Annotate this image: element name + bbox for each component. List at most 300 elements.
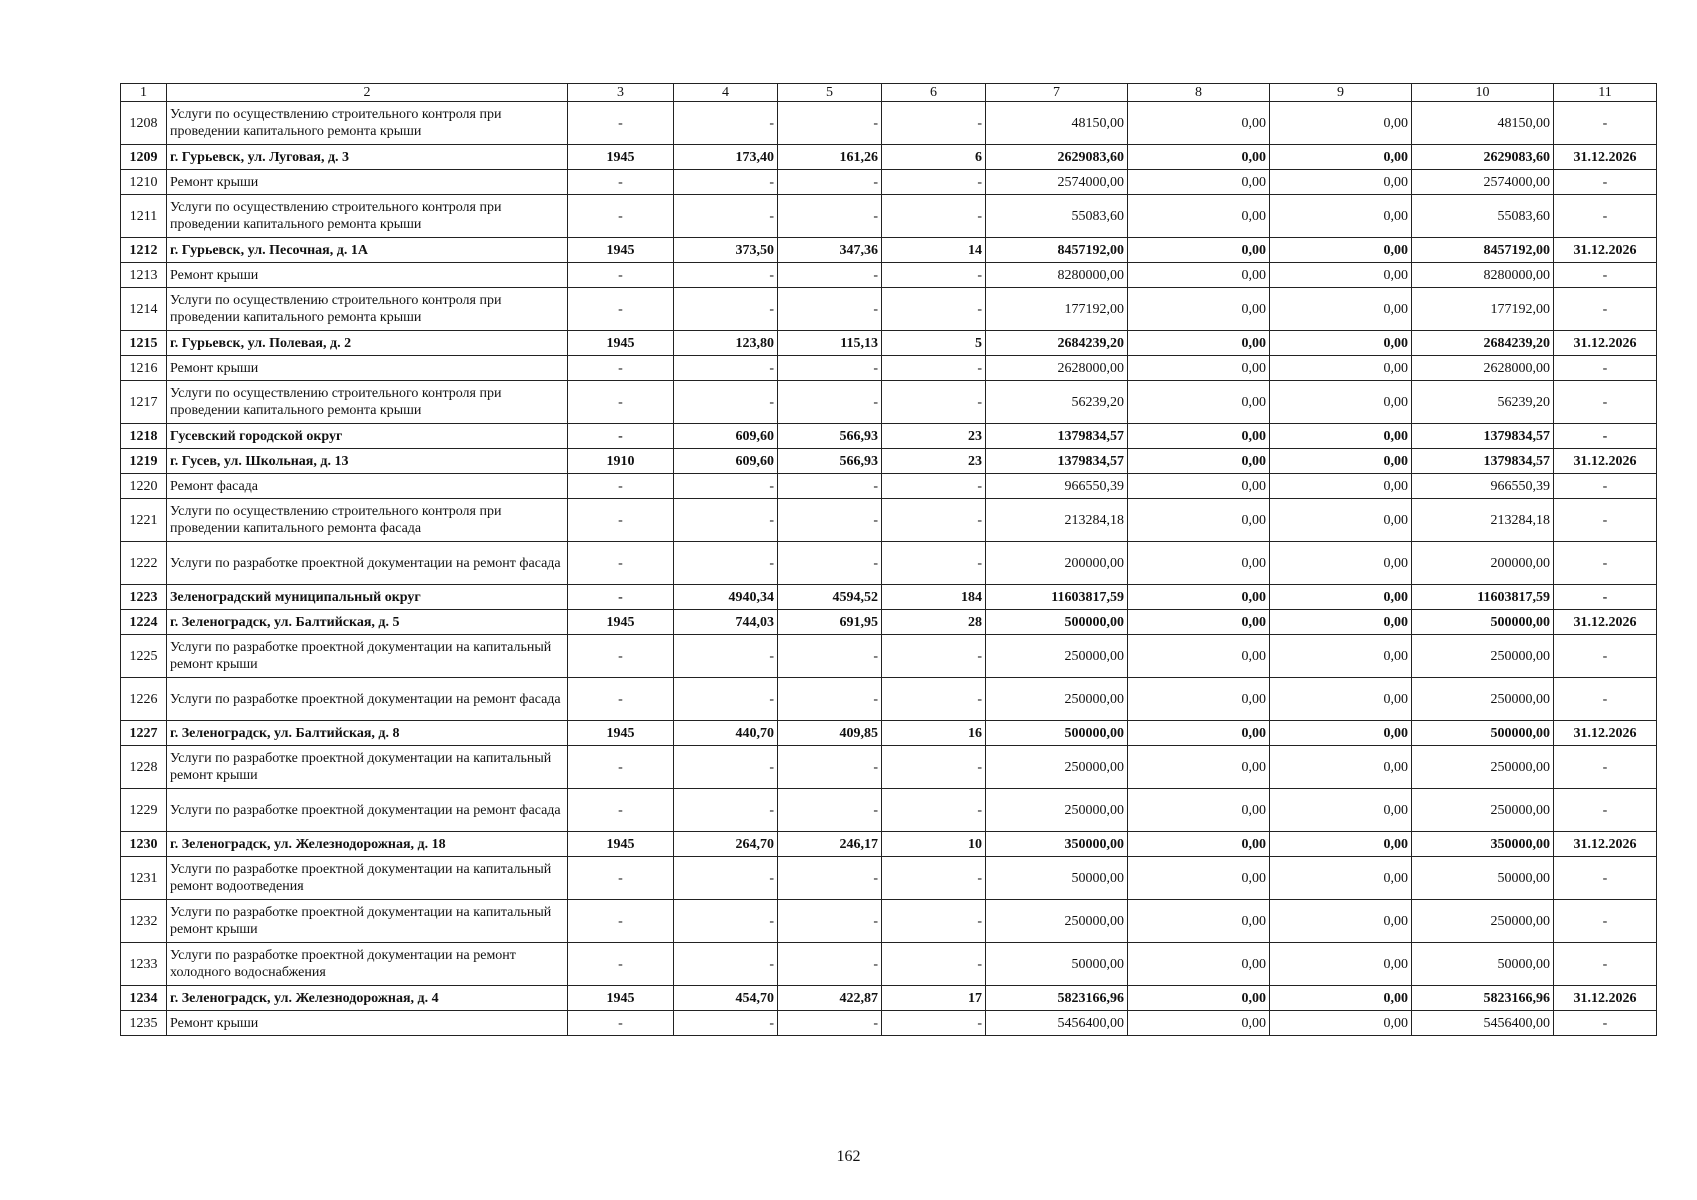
table-row	[121, 474, 1657, 499]
total-area-cell: 123,80	[674, 331, 778, 356]
completion-date-cell: -	[1554, 356, 1657, 381]
item-name-cell: Услуги по разработке проектной документации на ремонт фасада	[167, 789, 568, 832]
regional-funds-cell: 0,00	[1270, 635, 1412, 678]
table-row	[121, 900, 1657, 943]
total-area-cell: 454,70	[674, 986, 778, 1011]
residential-area-cell: -	[778, 542, 882, 585]
federal-funds-cell: 0,00	[1128, 610, 1270, 635]
owner-funds-cell: 8280000,00	[1412, 263, 1554, 288]
total-cost-cell: 200000,00	[986, 542, 1128, 585]
year-built-cell: 1945	[568, 721, 674, 746]
total-cost-cell: 2574000,00	[986, 170, 1128, 195]
row-index-cell: 1211	[121, 195, 167, 238]
federal-funds-cell: 0,00	[1128, 789, 1270, 832]
table-row	[121, 635, 1657, 678]
row-index-cell: 1234	[121, 986, 167, 1011]
row-index-cell: 1219	[121, 449, 167, 474]
total-cost-cell: 11603817,59	[986, 585, 1128, 610]
total-cost-cell: 2629083,60	[986, 145, 1128, 170]
row-index-cell: 1217	[121, 381, 167, 424]
residents-count-cell: 23	[882, 424, 986, 449]
residential-area-cell: -	[778, 746, 882, 789]
completion-date-cell: -	[1554, 678, 1657, 721]
residents-count-cell: 6	[882, 145, 986, 170]
year-built-cell: 1945	[568, 610, 674, 635]
owner-funds-cell: 50000,00	[1412, 943, 1554, 986]
item-name-cell: Ремонт крыши	[167, 170, 568, 195]
federal-funds-cell: 0,00	[1128, 542, 1270, 585]
residents-count-cell: -	[882, 170, 986, 195]
table-row	[121, 288, 1657, 331]
row-index-cell: 1228	[121, 746, 167, 789]
year-built-cell: 1945	[568, 238, 674, 263]
row-index-cell: 1231	[121, 857, 167, 900]
table-row	[121, 102, 1657, 145]
completion-date-cell: 31.12.2026	[1554, 449, 1657, 474]
table-row	[121, 832, 1657, 857]
federal-funds-cell: 0,00	[1128, 857, 1270, 900]
item-name-cell: Услуги по разработке проектной документации на ремонт фасада	[167, 678, 568, 721]
residential-area-cell: 161,26	[778, 145, 882, 170]
residents-count-cell: -	[882, 857, 986, 900]
federal-funds-cell: 0,00	[1128, 678, 1270, 721]
item-name-cell: г. Зеленоградск, ул. Балтийская, д. 5	[167, 610, 568, 635]
federal-funds-cell: 0,00	[1128, 145, 1270, 170]
total-cost-cell: 2684239,20	[986, 331, 1128, 356]
year-built-cell: -	[568, 499, 674, 542]
table-row	[121, 331, 1657, 356]
residential-area-cell: 4594,52	[778, 585, 882, 610]
regional-funds-cell: 0,00	[1270, 331, 1412, 356]
owner-funds-cell: 250000,00	[1412, 900, 1554, 943]
regional-funds-cell: 0,00	[1270, 195, 1412, 238]
total-area-cell: -	[674, 499, 778, 542]
total-cost-cell: 250000,00	[986, 678, 1128, 721]
total-cost-cell: 8280000,00	[986, 263, 1128, 288]
column-number-header-row	[121, 84, 1657, 102]
residential-area-cell: -	[778, 263, 882, 288]
residents-count-cell: 14	[882, 238, 986, 263]
regional-funds-cell: 0,00	[1270, 1011, 1412, 1036]
year-built-cell: 1945	[568, 145, 674, 170]
completion-date-cell: -	[1554, 288, 1657, 331]
table-row	[121, 585, 1657, 610]
year-built-cell: -	[568, 789, 674, 832]
residential-area-cell: 246,17	[778, 832, 882, 857]
residential-area-cell: 422,87	[778, 986, 882, 1011]
table-row	[121, 986, 1657, 1011]
row-index-cell: 1229	[121, 789, 167, 832]
table-row	[121, 238, 1657, 263]
year-built-cell: -	[568, 943, 674, 986]
completion-date-cell: -	[1554, 857, 1657, 900]
federal-funds-cell: 0,00	[1128, 102, 1270, 145]
row-index-cell: 1212	[121, 238, 167, 263]
owner-funds-cell: 250000,00	[1412, 635, 1554, 678]
total-cost-cell: 50000,00	[986, 857, 1128, 900]
total-cost-cell: 500000,00	[986, 610, 1128, 635]
owner-funds-cell: 48150,00	[1412, 102, 1554, 145]
owner-funds-cell: 966550,39	[1412, 474, 1554, 499]
total-area-cell: 173,40	[674, 145, 778, 170]
owner-funds-cell: 177192,00	[1412, 288, 1554, 331]
total-area-cell: 264,70	[674, 832, 778, 857]
regional-funds-cell: 0,00	[1270, 145, 1412, 170]
federal-funds-cell: 0,00	[1128, 943, 1270, 986]
total-area-cell: 744,03	[674, 610, 778, 635]
owner-funds-cell: 200000,00	[1412, 542, 1554, 585]
total-area-cell: -	[674, 1011, 778, 1036]
total-area-cell: -	[674, 356, 778, 381]
federal-funds-cell: 0,00	[1128, 195, 1270, 238]
item-name-cell: г. Гурьевск, ул. Песочная, д. 1А	[167, 238, 568, 263]
column-number-5: 5	[778, 84, 882, 102]
residents-count-cell: 16	[882, 721, 986, 746]
residential-area-cell: 566,93	[778, 449, 882, 474]
residential-area-cell: -	[778, 943, 882, 986]
regional-funds-cell: 0,00	[1270, 746, 1412, 789]
owner-funds-cell: 8457192,00	[1412, 238, 1554, 263]
regional-funds-cell: 0,00	[1270, 585, 1412, 610]
row-index-cell: 1235	[121, 1011, 167, 1036]
completion-date-cell: -	[1554, 474, 1657, 499]
residential-area-cell: 347,36	[778, 238, 882, 263]
owner-funds-cell: 50000,00	[1412, 857, 1554, 900]
column-number-4: 4	[674, 84, 778, 102]
item-name-cell: г. Зеленоградск, ул. Балтийская, д. 8	[167, 721, 568, 746]
year-built-cell: -	[568, 288, 674, 331]
page-number: 162	[836, 1148, 861, 1165]
residents-count-cell: 28	[882, 610, 986, 635]
residential-area-cell: -	[778, 499, 882, 542]
residents-count-cell: -	[882, 943, 986, 986]
year-built-cell: 1945	[568, 331, 674, 356]
residents-count-cell: -	[882, 678, 986, 721]
item-name-cell: Услуги по осуществлению строительного контроля при проведении капитального ремонта крыши	[167, 381, 568, 424]
completion-date-cell: -	[1554, 381, 1657, 424]
item-name-cell: Услуги по разработке проектной документации на капитальный ремонт крыши	[167, 900, 568, 943]
residents-count-cell: 5	[882, 331, 986, 356]
row-index-cell: 1210	[121, 170, 167, 195]
owner-funds-cell: 500000,00	[1412, 610, 1554, 635]
completion-date-cell: -	[1554, 900, 1657, 943]
completion-date-cell: 31.12.2026	[1554, 832, 1657, 857]
residents-count-cell: -	[882, 195, 986, 238]
regional-funds-cell: 0,00	[1270, 542, 1412, 585]
capital-repair-table	[120, 83, 1657, 1036]
completion-date-cell: 31.12.2026	[1554, 145, 1657, 170]
total-cost-cell: 1379834,57	[986, 424, 1128, 449]
row-index-cell: 1218	[121, 424, 167, 449]
total-area-cell: -	[674, 678, 778, 721]
total-area-cell: -	[674, 542, 778, 585]
year-built-cell: 1910	[568, 449, 674, 474]
total-area-cell: -	[674, 900, 778, 943]
total-cost-cell: 56239,20	[986, 381, 1128, 424]
year-built-cell: -	[568, 424, 674, 449]
year-built-cell: -	[568, 678, 674, 721]
year-built-cell: 1945	[568, 832, 674, 857]
total-area-cell: -	[674, 943, 778, 986]
total-cost-cell: 250000,00	[986, 789, 1128, 832]
item-name-cell: Зеленоградский муниципальный округ	[167, 585, 568, 610]
item-name-cell: Услуги по разработке проектной документации на ремонт холодного водоснабжения	[167, 943, 568, 986]
table-row	[121, 195, 1657, 238]
item-name-cell: Ремонт фасада	[167, 474, 568, 499]
completion-date-cell: -	[1554, 746, 1657, 789]
item-name-cell: г. Гурьевск, ул. Полевая, д. 2	[167, 331, 568, 356]
row-index-cell: 1208	[121, 102, 167, 145]
total-cost-cell: 48150,00	[986, 102, 1128, 145]
federal-funds-cell: 0,00	[1128, 746, 1270, 789]
total-area-cell: -	[674, 102, 778, 145]
residential-area-cell: -	[778, 474, 882, 499]
item-name-cell: Услуги по разработке проектной документации на капитальный ремонт водоотведения	[167, 857, 568, 900]
residents-count-cell: -	[882, 635, 986, 678]
federal-funds-cell: 0,00	[1128, 1011, 1270, 1036]
federal-funds-cell: 0,00	[1128, 381, 1270, 424]
regional-funds-cell: 0,00	[1270, 381, 1412, 424]
row-index-cell: 1222	[121, 542, 167, 585]
completion-date-cell: 31.12.2026	[1554, 721, 1657, 746]
year-built-cell: -	[568, 857, 674, 900]
federal-funds-cell: 0,00	[1128, 832, 1270, 857]
residents-count-cell: -	[882, 1011, 986, 1036]
total-cost-cell: 177192,00	[986, 288, 1128, 331]
owner-funds-cell: 2629083,60	[1412, 145, 1554, 170]
residential-area-cell: -	[778, 789, 882, 832]
regional-funds-cell: 0,00	[1270, 102, 1412, 145]
completion-date-cell: -	[1554, 542, 1657, 585]
year-built-cell: -	[568, 195, 674, 238]
row-index-cell: 1216	[121, 356, 167, 381]
table-row	[121, 746, 1657, 789]
owner-funds-cell: 2684239,20	[1412, 331, 1554, 356]
column-number-2: 2	[167, 84, 568, 102]
residents-count-cell: 17	[882, 986, 986, 1011]
total-cost-cell: 250000,00	[986, 900, 1128, 943]
completion-date-cell: -	[1554, 195, 1657, 238]
completion-date-cell: -	[1554, 635, 1657, 678]
federal-funds-cell: 0,00	[1128, 170, 1270, 195]
row-index-cell: 1226	[121, 678, 167, 721]
total-area-cell: -	[674, 195, 778, 238]
federal-funds-cell: 0,00	[1128, 449, 1270, 474]
column-number-11: 11	[1554, 84, 1657, 102]
residents-count-cell: 23	[882, 449, 986, 474]
item-name-cell: Ремонт крыши	[167, 356, 568, 381]
residents-count-cell: -	[882, 789, 986, 832]
owner-funds-cell: 213284,18	[1412, 499, 1554, 542]
completion-date-cell: 31.12.2026	[1554, 610, 1657, 635]
total-area-cell: -	[674, 288, 778, 331]
column-number-3: 3	[568, 84, 674, 102]
residents-count-cell: -	[882, 474, 986, 499]
regional-funds-cell: 0,00	[1270, 263, 1412, 288]
table-row	[121, 145, 1657, 170]
completion-date-cell: 31.12.2026	[1554, 331, 1657, 356]
total-cost-cell: 5823166,96	[986, 986, 1128, 1011]
row-index-cell: 1223	[121, 585, 167, 610]
total-cost-cell: 500000,00	[986, 721, 1128, 746]
federal-funds-cell: 0,00	[1128, 424, 1270, 449]
total-cost-cell: 5456400,00	[986, 1011, 1128, 1036]
item-name-cell: Услуги по осуществлению строительного контроля при проведении капитального ремонта крыши	[167, 102, 568, 145]
year-built-cell: -	[568, 900, 674, 943]
residential-area-cell: -	[778, 170, 882, 195]
column-number-9: 9	[1270, 84, 1412, 102]
item-name-cell: г. Зеленоградск, ул. Железнодорожная, д. 4	[167, 986, 568, 1011]
residential-area-cell: -	[778, 900, 882, 943]
federal-funds-cell: 0,00	[1128, 474, 1270, 499]
total-area-cell: -	[674, 474, 778, 499]
regional-funds-cell: 0,00	[1270, 449, 1412, 474]
residents-count-cell: -	[882, 542, 986, 585]
regional-funds-cell: 0,00	[1270, 170, 1412, 195]
residents-count-cell: -	[882, 746, 986, 789]
year-built-cell: 1945	[568, 986, 674, 1011]
total-area-cell: 609,60	[674, 449, 778, 474]
regional-funds-cell: 0,00	[1270, 986, 1412, 1011]
table-row	[121, 1011, 1657, 1036]
regional-funds-cell: 0,00	[1270, 610, 1412, 635]
total-cost-cell: 966550,39	[986, 474, 1128, 499]
total-area-cell: 440,70	[674, 721, 778, 746]
row-index-cell: 1215	[121, 331, 167, 356]
federal-funds-cell: 0,00	[1128, 499, 1270, 542]
residents-count-cell: -	[882, 900, 986, 943]
residential-area-cell: -	[778, 356, 882, 381]
item-name-cell: Ремонт крыши	[167, 1011, 568, 1036]
completion-date-cell: -	[1554, 585, 1657, 610]
residents-count-cell: -	[882, 102, 986, 145]
year-built-cell: -	[568, 381, 674, 424]
table-row	[121, 499, 1657, 542]
row-index-cell: 1232	[121, 900, 167, 943]
federal-funds-cell: 0,00	[1128, 263, 1270, 288]
table-row	[121, 263, 1657, 288]
item-name-cell: Ремонт крыши	[167, 263, 568, 288]
total-area-cell: -	[674, 635, 778, 678]
table-row	[121, 356, 1657, 381]
table-row	[121, 449, 1657, 474]
regional-funds-cell: 0,00	[1270, 499, 1412, 542]
completion-date-cell: -	[1554, 424, 1657, 449]
year-built-cell: -	[568, 1011, 674, 1036]
residents-count-cell: 10	[882, 832, 986, 857]
total-cost-cell: 250000,00	[986, 635, 1128, 678]
regional-funds-cell: 0,00	[1270, 356, 1412, 381]
residential-area-cell: 409,85	[778, 721, 882, 746]
owner-funds-cell: 350000,00	[1412, 832, 1554, 857]
owner-funds-cell: 1379834,57	[1412, 449, 1554, 474]
completion-date-cell: 31.12.2026	[1554, 238, 1657, 263]
total-area-cell: -	[674, 381, 778, 424]
residents-count-cell: -	[882, 381, 986, 424]
completion-date-cell: -	[1554, 943, 1657, 986]
year-built-cell: -	[568, 542, 674, 585]
table-row	[121, 170, 1657, 195]
year-built-cell: -	[568, 635, 674, 678]
row-index-cell: 1221	[121, 499, 167, 542]
federal-funds-cell: 0,00	[1128, 238, 1270, 263]
regional-funds-cell: 0,00	[1270, 474, 1412, 499]
owner-funds-cell: 2574000,00	[1412, 170, 1554, 195]
row-index-cell: 1214	[121, 288, 167, 331]
federal-funds-cell: 0,00	[1128, 585, 1270, 610]
item-name-cell: г. Гурьевск, ул. Луговая, д. 3	[167, 145, 568, 170]
year-built-cell: -	[568, 356, 674, 381]
column-number-8: 8	[1128, 84, 1270, 102]
table-row	[121, 721, 1657, 746]
residential-area-cell: -	[778, 1011, 882, 1036]
year-built-cell: -	[568, 263, 674, 288]
item-name-cell: Услуги по разработке проектной документации на капитальный ремонт крыши	[167, 746, 568, 789]
owner-funds-cell: 250000,00	[1412, 746, 1554, 789]
federal-funds-cell: 0,00	[1128, 721, 1270, 746]
residential-area-cell: 566,93	[778, 424, 882, 449]
total-cost-cell: 2628000,00	[986, 356, 1128, 381]
completion-date-cell: -	[1554, 263, 1657, 288]
owner-funds-cell: 55083,60	[1412, 195, 1554, 238]
owner-funds-cell: 56239,20	[1412, 381, 1554, 424]
completion-date-cell: -	[1554, 102, 1657, 145]
year-built-cell: -	[568, 585, 674, 610]
item-name-cell: Услуги по разработке проектной документации на капитальный ремонт крыши	[167, 635, 568, 678]
item-name-cell: Услуги по осуществлению строительного контроля при проведении капитального ремонта крыши	[167, 195, 568, 238]
residential-area-cell: -	[778, 288, 882, 331]
residential-area-cell: -	[778, 635, 882, 678]
federal-funds-cell: 0,00	[1128, 900, 1270, 943]
total-area-cell: 373,50	[674, 238, 778, 263]
regional-funds-cell: 0,00	[1270, 943, 1412, 986]
residential-area-cell: -	[778, 678, 882, 721]
regional-funds-cell: 0,00	[1270, 678, 1412, 721]
total-area-cell: -	[674, 263, 778, 288]
row-index-cell: 1224	[121, 610, 167, 635]
year-built-cell: -	[568, 746, 674, 789]
owner-funds-cell: 5823166,96	[1412, 986, 1554, 1011]
owner-funds-cell: 5456400,00	[1412, 1011, 1554, 1036]
residential-area-cell: 691,95	[778, 610, 882, 635]
column-number-6: 6	[882, 84, 986, 102]
item-name-cell: Услуги по разработке проектной документации на ремонт фасада	[167, 542, 568, 585]
row-index-cell: 1233	[121, 943, 167, 986]
total-cost-cell: 213284,18	[986, 499, 1128, 542]
owner-funds-cell: 1379834,57	[1412, 424, 1554, 449]
regional-funds-cell: 0,00	[1270, 721, 1412, 746]
total-area-cell: -	[674, 170, 778, 195]
item-name-cell: Услуги по осуществлению строительного контроля при проведении капитального ремонта крыши	[167, 288, 568, 331]
total-cost-cell: 250000,00	[986, 746, 1128, 789]
residential-area-cell: -	[778, 195, 882, 238]
total-cost-cell: 1379834,57	[986, 449, 1128, 474]
row-index-cell: 1220	[121, 474, 167, 499]
federal-funds-cell: 0,00	[1128, 635, 1270, 678]
residential-area-cell: 115,13	[778, 331, 882, 356]
row-index-cell: 1230	[121, 832, 167, 857]
table-row	[121, 542, 1657, 585]
row-index-cell: 1227	[121, 721, 167, 746]
federal-funds-cell: 0,00	[1128, 986, 1270, 1011]
year-built-cell: -	[568, 170, 674, 195]
row-index-cell: 1209	[121, 145, 167, 170]
table-row	[121, 789, 1657, 832]
residents-count-cell: -	[882, 356, 986, 381]
column-number-1: 1	[121, 84, 167, 102]
table-row	[121, 857, 1657, 900]
year-built-cell: -	[568, 474, 674, 499]
